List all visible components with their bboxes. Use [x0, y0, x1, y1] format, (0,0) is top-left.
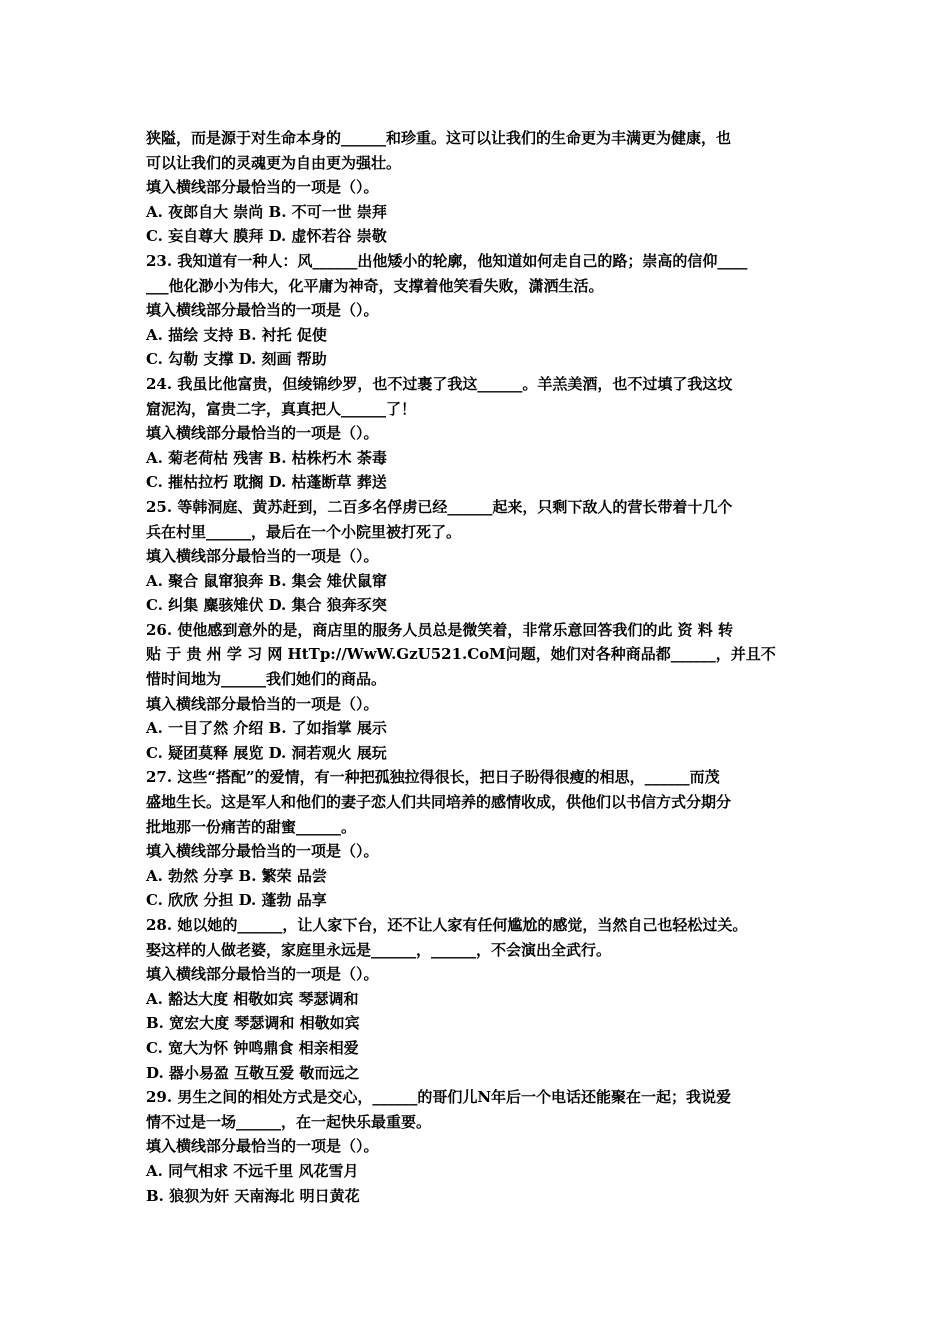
- text-line: 填入横线部分最恰当的一项是（）。: [146, 694, 379, 713]
- text-line: C. 疑团莫释 展览 D. 洞若观火 展玩: [146, 743, 387, 762]
- text-line: 填入横线部分最恰当的一项是（）。: [146, 547, 379, 566]
- text-line: 可以让我们的灵魂更为自由更为强壮。: [146, 153, 402, 172]
- text-line: 28. 她以她的______，让人家下台，还不让人家有任何尴尬的感觉，当然自己也轻松过关。: [146, 916, 748, 934]
- text-line: C. 勾勒 支撑 D. 刻画 帮助: [146, 350, 327, 369]
- text-line: A. 夜郎自大 崇尚 B. 不可一世 崇拜: [146, 202, 387, 221]
- text-line: A. 一目了然 介绍 B. 了如指掌 展示: [146, 719, 387, 738]
- text-line: D. 器小易盈 互敬互爱 敬而远之: [146, 1063, 360, 1082]
- text-line: C. 纠集 麋骇雉伏 D. 集合 狼奔豕突: [146, 596, 387, 615]
- text-line: 26. 使他感到意外的是，商店里的服务人员总是微笑着，非常乐意回答我们的此 资 料 转: [146, 620, 733, 639]
- text-line: 填入横线部分最恰当的一项是（）。: [146, 965, 379, 984]
- text-line: 娶这样的人做老婆，家庭里永远是______，______，不会演出全武行。: [146, 940, 612, 959]
- text-line: A. 同气相求 不远千里 风花雪月: [146, 1161, 359, 1180]
- text-line: 批地那一份痛苦的甜蜜______。: [146, 817, 357, 836]
- text-line: 贴 于 贵 州 学 习 网 HtTp://WwW.GzU521.CoM问题，她们对各种商品都______，并且不: [146, 645, 776, 664]
- text-line: 24. 我虽比他富贵，但绫锦纱罗，也不过裹了我这______。羊羔美酒，也不过填了我这坟: [146, 374, 733, 393]
- text-line: B. 狼狈为奸 天南海北 明日黄花: [146, 1186, 360, 1205]
- text-line: 盛地生长。这是军人和他们的妻子恋人们共同培养的感情收成，供他们以书信方式分期分: [146, 793, 732, 812]
- text-line: A. 描绘 支持 B. 衬托 促使: [146, 325, 327, 344]
- text-line: 27. 这些“搭配”的爱情，有一种把孤独拉得很长，把日子盼得很瘦的相思，______而茂: [146, 768, 720, 787]
- text-line: A. 豁达大度 相敬如宾 琴瑟调和: [146, 989, 359, 1008]
- text-line: A. 菊老荷枯 残害 B. 枯株朽木 荼毒: [146, 448, 387, 467]
- text-line: 填入横线部分最恰当的一项是（）。: [146, 424, 379, 443]
- text-line: A. 聚合 鼠窜狼奔 B. 集会 雉伏鼠窜: [146, 571, 387, 590]
- text-line: 情不过是一场______，在一起快乐最重要。: [146, 1112, 432, 1131]
- text-line: 填入横线部分最恰当的一项是（）。: [146, 1137, 379, 1156]
- text-line: 填入横线部分最恰当的一项是（）。: [146, 301, 379, 320]
- text-line: 29. 男生之间的相处方式是交心，______的哥们儿N年后一个电话还能聚在一起；我说爱: [146, 1088, 732, 1107]
- document-page: [146, 126, 826, 1208]
- text-line: 窟泥沟，富贵二字，真真把人______了！: [146, 399, 417, 418]
- text-line: C. 宽大为怀 钟鸣鼎食 相亲相爱: [146, 1038, 359, 1057]
- text-line: 狭隘，而是源于对生命本身的______和珍重。这可以让我们的生命更为丰满更为健康，也: [146, 129, 732, 147]
- text-line: 兵在村里______，最后在一个小院里被打死了。: [146, 522, 462, 541]
- text-line: B. 宽宏大度 琴瑟调和 相敬如宾: [146, 1014, 360, 1033]
- text-line: C. 妄自尊大 膜拜 D. 虚怀若谷 崇敬: [146, 227, 387, 246]
- text-line: C. 摧枯拉朽 耽搁 D. 枯蓬断草 葬送: [146, 473, 387, 492]
- text-line: 填入横线部分最恰当的一项是（）。: [146, 842, 379, 861]
- text-line: C. 欣欣 分担 D. 蓬勃 品享: [146, 891, 327, 910]
- text-line: 惜时间地为______我们她们的商品。: [146, 670, 387, 689]
- text-line: 25. 等韩洞庭、黄苏赶到，二百多名俘虏已经______起来，只剩下敌人的营长带着十几个: [146, 497, 733, 516]
- text-line: 填入横线部分最恰当的一项是（）。: [146, 178, 379, 197]
- text-line: 23. 我知道有一种人：风______出他矮小的轮廓，他知道如何走自己的路；崇高的信仰____: [146, 251, 748, 270]
- text-line: A. 勃然 分享 B. 繁荣 品尝: [146, 866, 327, 885]
- text-line: ___他化渺小为伟大，化平庸为神奇，支撑着他笑看失败，潇洒生活。: [146, 276, 604, 295]
